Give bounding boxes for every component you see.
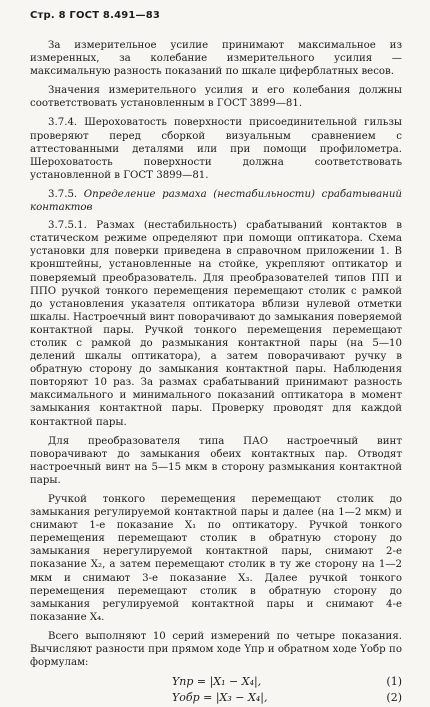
paragraph-3-7-5-1: 3.7.5.1. Размах (нестабильность) срабатываний контактов в статическом режиме определяют при помощи оптикатора. Схема установки для поверки приведена в справочном приложении 1. В кронштейны, установленные на стойке, укрепляют оптикатор и поверяемый преобразователь. Для преобразователей типов ПП и ППО ручкой тонкого перемещения перемещают столик с рамкой до установления указателя оптикатора вблизи нулевой отметки шкалы. Настроечный винт поворачивают до замыкания поверяемой контактной пары. Ручкой тонкого перемещения перемещают столик с рамкой до размыкания контактной пары (на 5—10 делений шкалы оптикатора), а затем поворачивают ручку в обратную сторону до замыкания контактной пары. Наблюдения повторяют 10 раз. За размах срабатываний принимают разность максимального и минимального показаний оптикатора в момент замыкания контактной пары. Проверку проводят для каждой контактной пары. xyxy=(30,220,402,428)
formula-1-expression: Yпр = |X₁ − X₄|, xyxy=(172,675,262,689)
paragraph-series: Всего выполняют 10 серий измерений по четыре показания. Вычисляют разности при прямом ходе Yпр и обратном ходе Yобр по формулам: xyxy=(30,630,402,669)
paragraph-readings: Ручкой тонкого перемещения перемещают столик до замыкания регулируемой контактной пары и далее (на 1—2 мкм) и снимают 1-е показание X₁ по оптикатору. Ручкой тонкого перемещения перемещают столик в обратную сторону до замыкания нерегулируемой контактной пары, снимают 2-е показание X₂, а затем перемещают столик в ту же сторону на 1—2 мкм и снимают 3-е показание X₃. Далее ручкой тонкого перемещения перемещают столик в обратную сторону до замыкания регулируемой контактной пары и снимают 4-е показание X₄. xyxy=(30,494,402,623)
formula-1-number: (1) xyxy=(386,675,402,689)
formula-1 xyxy=(30,675,402,691)
formula-2-expression: Yобр = |X₃ − X₄|, xyxy=(172,691,268,705)
section-number: 3.7.5. xyxy=(48,188,78,200)
page-header: Стр. 8 ГОСТ 8.491—83 xyxy=(30,10,161,21)
paragraph-gost-reference: Значения измерительного усилия и его колебания должны соответствовать установленным в ГОСТ 3899—81. xyxy=(30,85,402,110)
section-title: Определение размаха (нестабильности) срабатываний контактов xyxy=(30,188,402,214)
formula-2-number: (2) xyxy=(386,691,402,705)
formula-2 xyxy=(30,691,402,707)
paragraph-pao: Для преобразователя типа ПАО настроечный винт поворачивают до замыкания обеих контактных пар. Отводят настроечный винт на 5—15 мкм в сторону размыкания контактной пары. xyxy=(30,435,402,486)
paragraph-3-7-4: 3.7.4. Шероховатость поверхности присоединительной гильзы проверяют перед сборкой визуальным сравнением с аттестованными деталями или при помощи профилометра. Шероховатость поверхности должна соответствовать установленной в ГОСТ 3899—81. xyxy=(30,117,402,181)
section-heading-3-7-5 xyxy=(30,188,402,214)
paragraph-measuring-force: За измерительное усилие принимают максимальное из измеренных, за колебание измерительного усилия — максимальную разность показаний по шкале циферблатных весов. xyxy=(30,40,402,78)
